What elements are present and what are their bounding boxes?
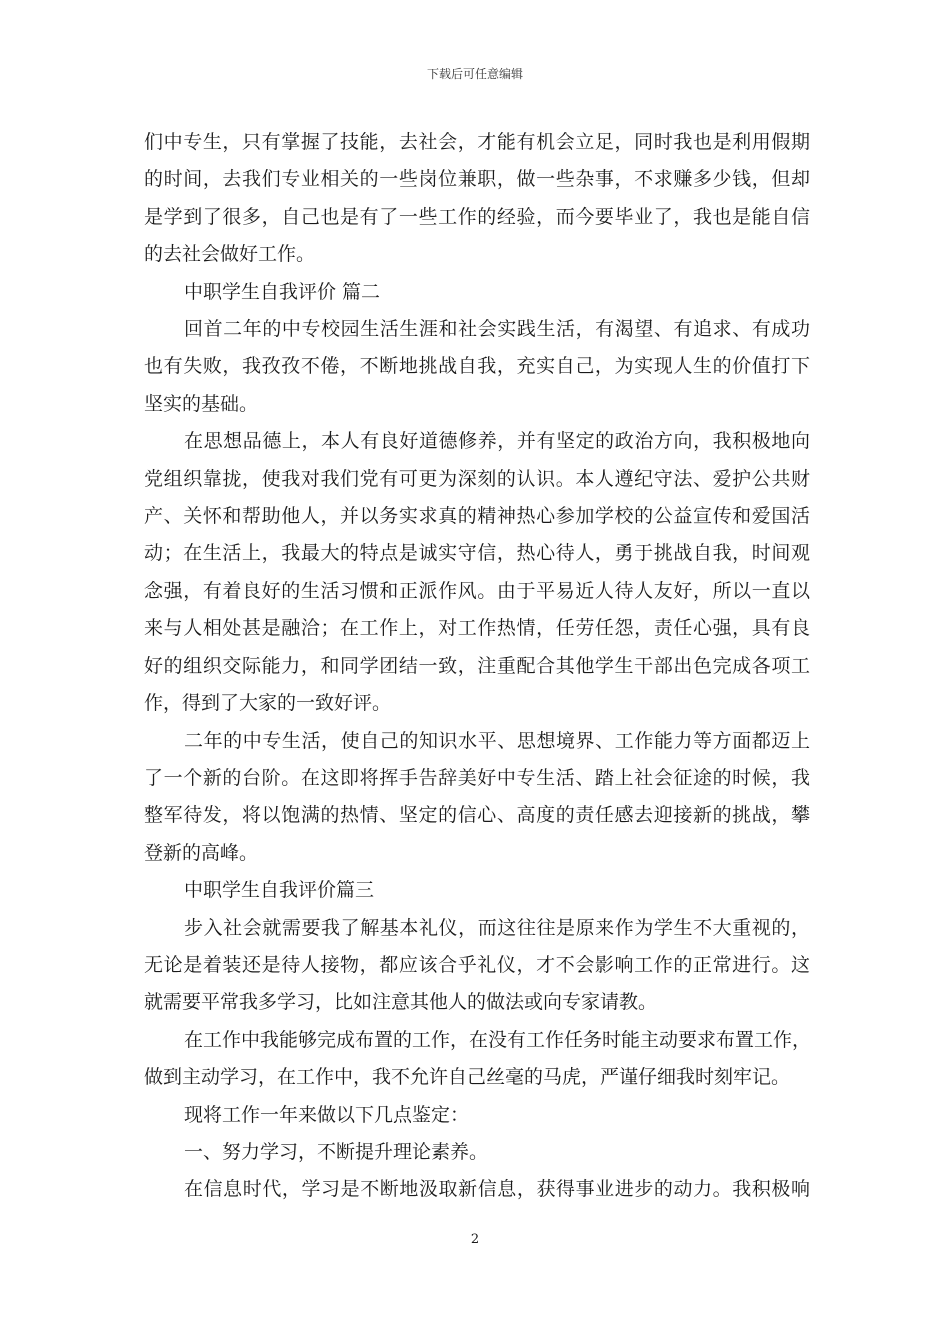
text-line: 在信息时代，学习是不断地汲取新信息，获得事业进步的动力。我积极响 xyxy=(184,1178,810,1201)
document-body xyxy=(144,124,810,1209)
text-line: 步入社会就需要我了解基本礼仪，而这往往是原来作为学生不大重视的， xyxy=(184,916,810,939)
text-line: 就需要平常我多学习，比如注意其他人的做法或向专家请教。 xyxy=(144,991,658,1014)
text-line: 一、努力学习，不断提升理论素养。 xyxy=(184,1140,489,1163)
section-heading: 中职学生自我评价篇三 xyxy=(184,879,375,902)
text-line: 登新的高峰。 xyxy=(144,841,259,864)
text-line: 党组织靠拢，使我对我们党有可更为深刻的认识。本人遵纪守法、爱护公共财 xyxy=(144,467,810,490)
text-line: 的去社会做好工作。 xyxy=(144,243,316,266)
text-line: 是学到了很多，自己也是有了一些工作的经验，而今要毕业了，我也是能自信 xyxy=(144,205,810,228)
text-line: 无论是着装还是待人接物，都应该合乎礼仪，才不会影响工作的正常进行。这 xyxy=(144,953,810,976)
text-line: 在思想品德上，本人有良好道德修养，并有坚定的政治方向，我积极地向 xyxy=(184,430,810,453)
text-line: 了一个新的台阶。在这即将挥手告辞美好中专生活、踏上社会征途的时候，我 xyxy=(144,766,810,789)
text-line: 的时间，去我们专业相关的一些岗位兼职，做一些杂事，不求赚多少钱，但却 xyxy=(144,168,810,191)
page-number: 2 xyxy=(470,1232,480,1247)
text-line: 在工作中我能够完成布置的工作，在没有工作任务时能主动要求布置工作， xyxy=(184,1028,812,1051)
text-line: 产、关怀和帮助他人，并以务实求真的精神热心参加学校的公益宣传和爱国活 xyxy=(144,505,810,528)
text-line: 好的组织交际能力，和同学团结一致，注重配合其他学生干部出色完成各项工 xyxy=(144,654,810,677)
text-line: 来与人相处甚是融洽；在工作上，对工作热情，任劳任怨，责任心强，具有良 xyxy=(144,617,810,640)
text-line: 做到主动学习，在工作中，我不允许自己丝毫的马虎，严谨仔细我时刻牢记。 xyxy=(144,1066,791,1089)
text-line: 们中专生，只有掌握了技能，去社会，才能有机会立足，同时我也是利用假期 xyxy=(144,131,810,153)
text-line: 坚实的基础。 xyxy=(144,392,259,415)
text-line: 回首二年的中专校园生活生涯和社会实践生活，有渴望、有追求、有成功 xyxy=(184,318,810,341)
text-line: 也有失败，我孜孜不倦，不断地挑战自我，充实自己，为实现人生的价值打下 xyxy=(144,355,810,378)
text-line: 作，得到了大家的一致好评。 xyxy=(144,692,392,715)
text-line: 动；在生活上，我最大的特点是诚实守信，热心待人，勇于挑战自我，时间观 xyxy=(144,542,810,565)
text-line: 二年的中专生活，使自己的知识水平、思想境界、工作能力等方面都迈上 xyxy=(184,729,810,752)
text-line: 现将工作一年来做以下几点鉴定： xyxy=(184,1103,470,1126)
text-line: 整军待发，将以饱满的热情、坚定的信心、高度的责任感去迎接新的挑战，攀 xyxy=(144,804,810,827)
section-heading: 中职学生自我评价 篇二 xyxy=(184,280,381,303)
page-header: 下载后可任意编辑 xyxy=(426,67,523,81)
text-line: 念强，有着良好的生活习惯和正派作风。由于平易近人待人友好，所以一直以 xyxy=(144,579,810,602)
